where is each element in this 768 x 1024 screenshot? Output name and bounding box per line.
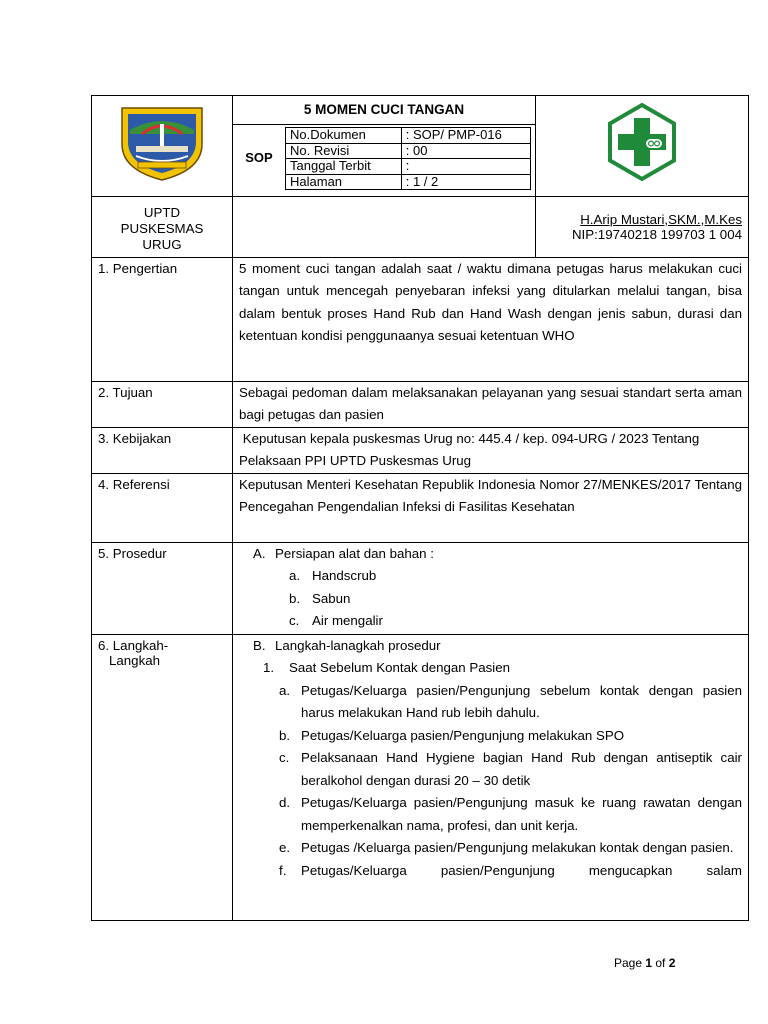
- section-body-prosedur: [233, 542, 749, 634]
- section-body-langkah: [233, 634, 749, 920]
- footer-middle: of: [652, 956, 669, 970]
- list-text: Sabun: [312, 590, 351, 606]
- list-marker: d.: [279, 795, 291, 810]
- list-item: [279, 860, 742, 883]
- sop-label: SOP: [245, 150, 273, 166]
- org-line-3: URUG: [142, 236, 182, 252]
- list-marker: b.: [289, 590, 301, 606]
- org-line-2: PUSKESMAS: [120, 220, 204, 236]
- list-item: [279, 792, 742, 837]
- meta-key: No. Revisi: [286, 143, 402, 159]
- meta-row-no-revisi: [286, 143, 531, 159]
- list-marker: a.: [289, 568, 301, 583]
- meta-row-tanggal-terbit: [286, 159, 531, 175]
- langkah-heading-text: Langkah-lanagkah prosedur: [275, 637, 441, 653]
- section-text-kebijakan: Keputusan kepala puskesmas Urug no: 445.4 / kep. 094-URG / 2023 Tentang Pelaksaan PPI UPTD Puskesmas Urug: [233, 427, 749, 473]
- list-text: Petugas/Keluarga pasien/Pengunjung sebelum kontak dengan pasien harus melakukan Hand rub lebih dahulu.: [301, 682, 742, 720]
- section-label-langkah: [92, 634, 233, 920]
- puskesmas-cross-logo-icon: [602, 102, 682, 182]
- list-text: Pelaksanaan Hand Hygiene bagian Hand Rub dengan antiseptik cair beralkohol dengan durasi 20 – 30 detik: [301, 750, 742, 788]
- org-cell: [92, 196, 233, 257]
- langkah-list: [239, 680, 742, 883]
- footer-current-page: 1: [645, 956, 653, 970]
- prosedur-heading-marker: A.: [253, 545, 266, 561]
- list-marker: c.: [279, 750, 290, 765]
- section-text-referensi: Keputusan Menteri Kesehatan Republik Indonesia Nomor 27/MENKES/2017 Tentang Pencegahan Pengendalian Infeksi di Fasilitas Kesehatan: [233, 473, 749, 542]
- list-item: [279, 725, 742, 748]
- page-footer: [614, 956, 675, 970]
- list-marker: a.: [279, 682, 291, 698]
- list-marker: b.: [279, 727, 291, 743]
- meta-row-no-dokumen: [286, 128, 531, 144]
- list-marker: f.: [279, 862, 287, 878]
- list-item: [289, 610, 742, 633]
- langkah-sub-text: Saat Sebelum Kontak dengan Pasien: [289, 660, 511, 675]
- prosedur-heading-text: Persiapan alat dan bahan :: [275, 545, 434, 561]
- signatory-name: H.Arip Mustari,SKM.,M.Kes: [580, 211, 742, 227]
- list-text: Petugas/Keluarga pasien/Pengunjung mengucapkan salam: [301, 862, 742, 878]
- list-text: Air mengalir: [312, 613, 383, 628]
- list-marker: c.: [289, 613, 300, 628]
- meta-key: No.Dokumen: [286, 128, 402, 144]
- signatory-nip: NIP:19740218 199703 1 004: [571, 226, 742, 242]
- meta-block: [233, 125, 535, 192]
- meta-key: Halaman: [286, 174, 402, 190]
- org-blank-cell: [233, 196, 536, 257]
- left-logo-cell: [92, 96, 233, 197]
- langkah-label-line-2: Langkah: [109, 652, 161, 668]
- list-text: Petugas /Keluarga pasien/Pengunjung melakukan kontak dengan pasien.: [301, 840, 734, 855]
- list-text: Petugas/Keluarga pasien/Pengunjung melakukan SPO: [301, 727, 625, 743]
- right-logo-cell: [536, 96, 749, 197]
- section-label-prosedur: 5. Prosedur: [92, 542, 233, 634]
- signatory-cell: [536, 196, 749, 257]
- org-line-1: UPTD: [143, 204, 181, 220]
- list-item: [289, 565, 742, 588]
- document-title: 5 MOMEN CUCI TANGAN: [233, 96, 535, 125]
- langkah-sub-marker: 1.: [263, 660, 275, 675]
- meta-value: : 00: [401, 143, 530, 159]
- section-label-kebijakan: 3. Kebijakan: [92, 427, 233, 473]
- list-item: [279, 837, 742, 860]
- list-text: Handscrub: [312, 568, 377, 583]
- section-text-tujuan: Sebagai pedoman dalam melaksanakan pelayanan yang sesuai standart serta aman bagi petugas dan pasien: [233, 381, 749, 427]
- meta-value: : SOP/ PMP-016: [401, 128, 530, 144]
- meta-key: Tanggal Terbit: [286, 159, 402, 175]
- sop-table: [91, 95, 749, 921]
- list-item: [279, 680, 742, 725]
- meta-value: :: [401, 159, 530, 175]
- prosedur-heading: [239, 543, 742, 566]
- section-label-tujuan: 2. Tujuan: [92, 381, 233, 427]
- meta-row-halaman: [286, 174, 531, 190]
- langkah-subheading: [239, 657, 742, 680]
- langkah-heading-marker: B.: [253, 637, 266, 653]
- list-marker: e.: [279, 840, 291, 855]
- langkah-label-line-1: 6. Langkah-: [98, 637, 169, 653]
- meta-table: [285, 127, 531, 190]
- section-text-pengertian: 5 moment cuci tangan adalah saat / waktu dimana petugas harus melakukan cuci tangan untuk mencegah penyebaran infeksi yang ditularkan melalui tangan, bisa dalam bentuk proses Hand Rub dan Hand Wash dengan jenis sabun, durasi dan ketentuan kondisi penggunaanya sesuai ketentuan WHO: [233, 257, 749, 381]
- meta-value: : 1 / 2: [401, 174, 530, 190]
- section-label-pengertian: 1. Pengertian: [92, 257, 233, 381]
- langkah-heading: [239, 635, 742, 658]
- list-item: [289, 588, 742, 611]
- section-label-referensi: 4. Referensi: [92, 473, 233, 542]
- title-cell: [233, 96, 536, 197]
- kota-tasikmalaya-emblem-icon: [116, 100, 208, 184]
- list-text: Petugas/Keluarga pasien/Pengunjung masuk ke ruang rawatan dengan memperkenalkan nama, profesi, dan unit kerja.: [301, 795, 742, 833]
- footer-total-pages: 2: [668, 956, 676, 970]
- prosedur-list: [239, 565, 742, 633]
- footer-prefix: Page: [614, 956, 646, 970]
- list-item: [279, 747, 742, 792]
